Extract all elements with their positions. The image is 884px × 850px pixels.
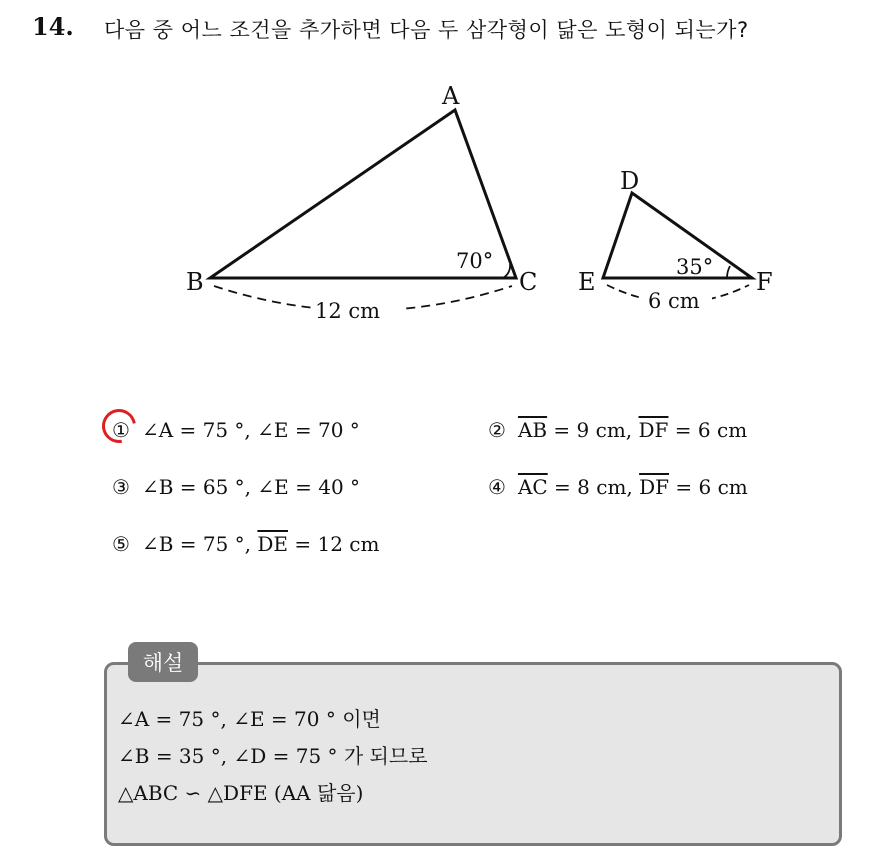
- choice-4-mid: = 8 cm,: [547, 475, 640, 499]
- angle-arc-f: [727, 266, 730, 278]
- choice-5-segment: $\overline{DE}$: [257, 532, 289, 556]
- choice-2-segment-1: $\overline{AB}$: [517, 418, 548, 442]
- choice-3[interactable]: [112, 475, 360, 499]
- angle-arc-c: [503, 264, 510, 278]
- solution-line-1: ∠A = 75 °, ∠E = 70 ° 이면: [118, 707, 381, 731]
- label-c: C: [519, 268, 538, 296]
- label-d: D: [620, 167, 640, 195]
- label-e: E: [578, 268, 596, 296]
- choice-4-tail: = 6 cm: [669, 475, 748, 499]
- question-number: 14.: [32, 12, 74, 41]
- choice-1-number: ①: [112, 418, 130, 442]
- choice-5-number: ⑤: [112, 532, 130, 556]
- triangles-figure: [0, 0, 884, 360]
- label-f: F: [756, 268, 773, 296]
- choice-4-number: ④: [488, 475, 506, 499]
- choice-3-text: ∠B = 65 °, ∠E = 40 °: [141, 475, 361, 499]
- choice-1[interactable]: [112, 418, 360, 442]
- solution-line-2: ∠B = 35 °, ∠D = 75 ° 가 되므로: [118, 744, 428, 768]
- label-a: A: [442, 82, 460, 110]
- choice-5-tail: = 12 cm: [288, 532, 380, 556]
- choice-3-number: ③: [112, 475, 130, 499]
- length-ef-label: 6 cm: [648, 289, 700, 313]
- angle-c-label: 70°: [456, 249, 494, 273]
- solution-line-3: △ABC ∽ △DFE (AA 닮음): [118, 781, 364, 805]
- choice-1-text: ∠A = 75 °, ∠E = 70 °: [141, 418, 360, 442]
- length-bc-label: 12 cm: [315, 299, 381, 323]
- choice-2-mid: = 9 cm,: [547, 418, 639, 442]
- choice-4[interactable]: [488, 475, 748, 499]
- choice-5[interactable]: [112, 532, 379, 556]
- angle-f-label: 35°: [676, 255, 714, 279]
- solution-tag: 해설: [128, 642, 198, 682]
- choice-2-segment-2: $\overline{DF}$: [638, 418, 669, 442]
- choice-2-tail: = 6 cm: [668, 418, 748, 442]
- label-b: B: [186, 268, 204, 296]
- choice-2[interactable]: [488, 418, 747, 442]
- choice-4-segment-1: $\overline{AC}$: [517, 475, 548, 499]
- choice-2-number: ②: [488, 418, 506, 442]
- choice-5-head: ∠B = 75 °,: [141, 532, 258, 556]
- question-text: 다음 중 어느 조건을 추가하면 다음 두 삼각형이 닮은 도형이 되는가?: [104, 18, 749, 42]
- choice-4-segment-2: $\overline{DF}$: [639, 475, 670, 499]
